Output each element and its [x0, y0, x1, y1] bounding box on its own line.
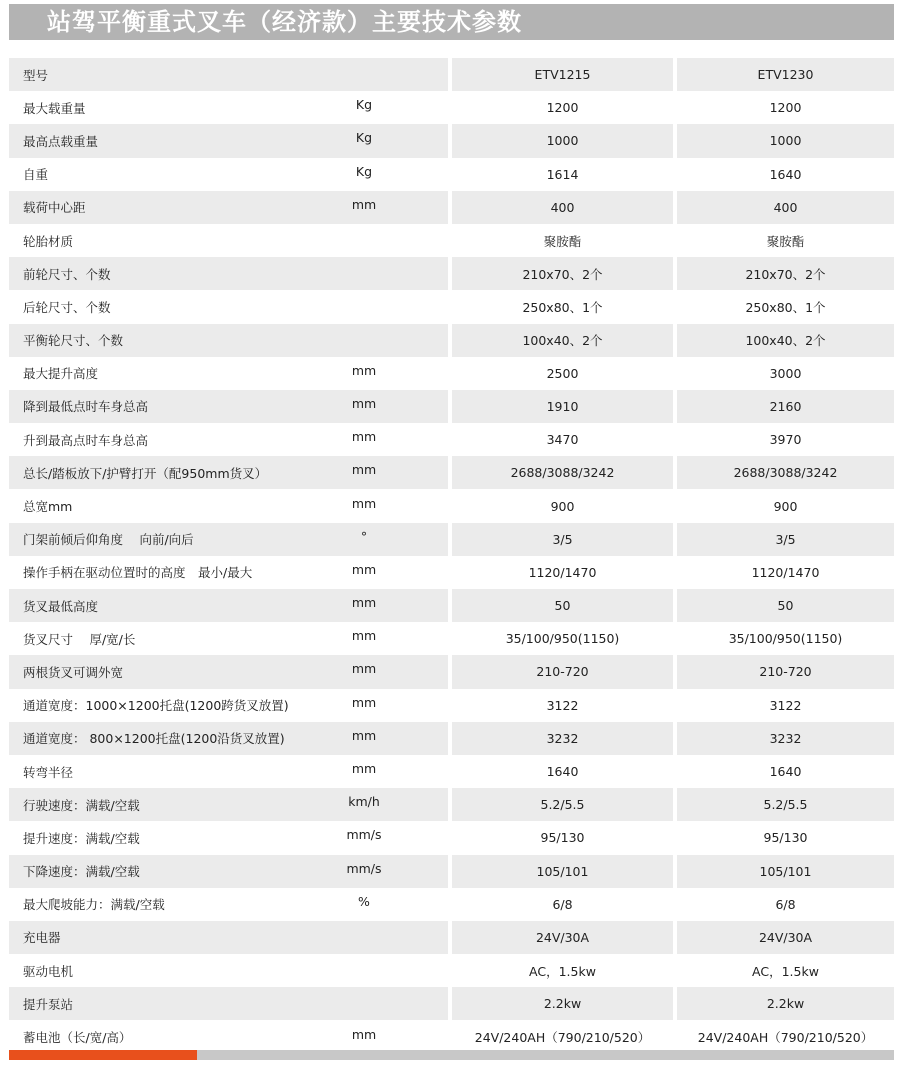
spec-value-etv1215: 聚胺酯	[543, 233, 582, 249]
table-row	[9, 158, 894, 191]
table-row	[9, 191, 894, 224]
spec-value-etv1215: 3/5	[552, 531, 573, 547]
column-divider	[448, 556, 452, 589]
spec-name: 蓄电池（长/宽/高）	[23, 1030, 132, 1046]
spec-name: 货叉尺寸 厚/宽/长	[23, 631, 136, 647]
title-bar	[9, 4, 894, 40]
footer-bar	[9, 1050, 894, 1060]
spec-unit: mm	[351, 429, 377, 445]
column-divider	[673, 821, 677, 854]
spec-value-etv1230: 210-720	[759, 664, 812, 680]
table-row	[9, 954, 894, 987]
spec-value-etv1230: ETV1230	[757, 67, 814, 83]
spec-value-etv1215: 210x70、2个	[522, 266, 603, 282]
spec-name: 行驶速度：满载/空载	[23, 797, 140, 813]
column-divider	[448, 489, 452, 522]
column-divider	[448, 58, 452, 91]
spec-value-etv1230: 1640	[769, 764, 802, 780]
spec-value-etv1230: 1120/1470	[751, 564, 820, 580]
spec-value-etv1230: 5.2/5.5	[763, 797, 808, 813]
table-row	[9, 290, 894, 323]
column-divider	[673, 921, 677, 954]
table-row	[9, 855, 894, 888]
spec-unit: mm	[351, 362, 377, 378]
spec-value-etv1230: 210x70、2个	[745, 266, 826, 282]
spec-value-etv1230: 100x40、2个	[745, 333, 826, 349]
spec-value-etv1215: 400	[550, 199, 575, 215]
spec-value-etv1230: 3232	[769, 730, 802, 746]
spec-name: 平衡轮尺寸、个数	[23, 333, 124, 349]
spec-value-etv1215: 5.2/5.5	[540, 797, 585, 813]
spec-value-etv1230: 3/5	[775, 531, 796, 547]
spec-unit: mm	[351, 462, 377, 478]
table-row	[9, 556, 894, 589]
column-divider	[448, 158, 452, 191]
column-divider	[673, 257, 677, 290]
spec-unit: Kg	[355, 97, 373, 113]
spec-unit: mm	[351, 196, 377, 212]
spec-unit: mm	[351, 495, 377, 511]
spec-unit: Kg	[355, 130, 373, 146]
spec-value-etv1215: 2500	[546, 365, 579, 381]
column-divider	[448, 224, 452, 257]
table-row	[9, 589, 894, 622]
spec-unit	[314, 951, 414, 984]
spec-value-etv1215: ETV1215	[534, 67, 591, 83]
column-divider	[673, 58, 677, 91]
spec-value-etv1215: 210-720	[536, 664, 589, 680]
table-row	[9, 58, 894, 91]
column-divider	[448, 191, 452, 224]
column-divider	[448, 324, 452, 357]
spec-value-etv1215: 105/101	[536, 863, 589, 879]
spec-value-etv1215: 1910	[546, 398, 579, 414]
spec-value-etv1215: 35/100/950(1150)	[505, 631, 620, 647]
table-row	[9, 1020, 894, 1053]
spec-value-etv1215: 250x80、1个	[522, 299, 603, 315]
column-divider	[673, 722, 677, 755]
table-row	[9, 821, 894, 854]
spec-unit	[314, 984, 414, 1017]
column-divider	[448, 689, 452, 722]
column-divider	[448, 456, 452, 489]
spec-value-etv1230: 250x80、1个	[745, 299, 826, 315]
spec-value-etv1230: 3970	[769, 432, 802, 448]
spec-value-etv1230: 6/8	[775, 896, 796, 912]
spec-unit	[314, 55, 414, 88]
column-divider	[673, 954, 677, 987]
spec-value-etv1215: 900	[550, 498, 575, 514]
spec-value-etv1230: 1640	[769, 166, 802, 182]
column-divider	[673, 224, 677, 257]
column-divider	[673, 290, 677, 323]
spec-name: 提升泵站	[23, 996, 74, 1012]
column-divider	[673, 390, 677, 423]
table-row	[9, 921, 894, 954]
column-divider	[673, 689, 677, 722]
spec-unit	[314, 287, 414, 320]
column-divider	[448, 855, 452, 888]
column-divider	[448, 821, 452, 854]
table-row	[9, 689, 894, 722]
column-divider	[448, 290, 452, 323]
column-divider	[673, 589, 677, 622]
table-row	[9, 124, 894, 157]
spec-value-etv1230: 1000	[769, 133, 802, 149]
spec-value-etv1215: 1120/1470	[528, 564, 597, 580]
spec-value-etv1230: AC，1.5kw	[752, 963, 819, 979]
spec-value-etv1215: 3232	[546, 730, 579, 746]
table-row	[9, 423, 894, 456]
spec-value-etv1215: 3122	[546, 697, 579, 713]
column-divider	[673, 456, 677, 489]
spec-name: 最高点载重量	[23, 133, 99, 149]
table-row	[9, 224, 894, 257]
column-divider	[673, 91, 677, 124]
spec-value-etv1230: 900	[773, 498, 798, 514]
spec-name: 通道宽度：1000×1200托盘(1200跨货叉放置)	[23, 698, 289, 714]
column-divider	[448, 124, 452, 157]
spec-unit: Kg	[355, 163, 373, 179]
spec-unit: mm	[351, 661, 377, 677]
table-row	[9, 722, 894, 755]
column-divider	[673, 523, 677, 556]
spec-value-etv1215: 2688/3088/3242	[510, 465, 615, 481]
spec-name: 充电器	[23, 930, 61, 946]
spec-name: 驱动电机	[23, 963, 74, 979]
spec-unit: mm	[351, 727, 377, 743]
spec-value-etv1215: 6/8	[552, 896, 573, 912]
spec-value-etv1230: 50	[777, 598, 794, 614]
spec-name: 自重	[23, 167, 49, 183]
spec-value-etv1215: 50	[554, 598, 571, 614]
spec-unit: mm	[351, 761, 377, 777]
spec-name: 型号	[23, 67, 49, 83]
spec-value-etv1215: 1640	[546, 764, 579, 780]
column-divider	[673, 1020, 677, 1053]
table-row	[9, 456, 894, 489]
column-divider	[673, 191, 677, 224]
spec-unit	[314, 918, 414, 951]
spec-unit: mm	[351, 628, 377, 644]
spec-name: 载荷中心距	[23, 200, 86, 216]
spec-value-etv1215: 24V/30A	[535, 929, 590, 945]
spec-name: 最大载重量	[23, 100, 86, 116]
spec-name: 轮胎材质	[23, 233, 74, 249]
column-divider	[448, 257, 452, 290]
spec-value-etv1230: 24V/30A	[758, 929, 813, 945]
spec-value-etv1230: 35/100/950(1150)	[728, 631, 843, 647]
column-divider	[673, 788, 677, 821]
column-divider	[448, 423, 452, 456]
spec-value-etv1215: 24V/240AH（790/210/520）	[474, 1030, 651, 1046]
column-divider	[673, 124, 677, 157]
column-divider	[448, 888, 452, 921]
column-divider	[673, 855, 677, 888]
spec-value-etv1230: 2688/3088/3242	[733, 465, 838, 481]
spec-name: 总宽mm	[23, 499, 73, 515]
spec-value-etv1230: 24V/240AH（790/210/520）	[697, 1030, 874, 1046]
column-divider	[673, 888, 677, 921]
spec-value-etv1215: 1000	[546, 133, 579, 149]
spec-unit: mm	[351, 1026, 377, 1042]
column-divider	[448, 722, 452, 755]
column-divider	[673, 655, 677, 688]
spec-name: 货叉最低高度	[23, 598, 99, 614]
table-row	[9, 257, 894, 290]
table-row	[9, 788, 894, 821]
page-title: 站驾平衡重式叉车（经济款）主要技术参数	[47, 8, 522, 36]
spec-unit: mm/s	[346, 860, 382, 876]
spec-name: 提升速度：满载/空载	[23, 830, 140, 846]
column-divider	[448, 954, 452, 987]
spec-value-etv1230: 3122	[769, 697, 802, 713]
spec-value-etv1215: 1200	[546, 100, 579, 116]
spec-name: 前轮尺寸、个数	[23, 266, 111, 282]
spec-unit: km/h	[348, 794, 380, 810]
column-divider	[673, 622, 677, 655]
spec-value-etv1215: 1614	[546, 166, 579, 182]
spec-name: 通道宽度： 800×1200托盘(1200沿货叉放置)	[23, 731, 285, 747]
column-divider	[448, 622, 452, 655]
column-divider	[448, 357, 452, 390]
spec-value-etv1215: 2.2kw	[543, 996, 582, 1012]
spec-name: 最大爬坡能力：满载/空载	[23, 897, 165, 913]
spec-name: 下降速度：满载/空载	[23, 864, 140, 880]
spec-name: 升到最高点时车身总高	[23, 432, 149, 448]
spec-value-etv1215: 95/130	[540, 830, 585, 846]
spec-value-etv1230: 3000	[769, 365, 802, 381]
table-row	[9, 523, 894, 556]
table-row	[9, 324, 894, 357]
column-divider	[448, 921, 452, 954]
spec-unit	[314, 254, 414, 287]
spec-name: 总长/踏板放下/护臂打开（配950mm货叉）	[23, 465, 268, 481]
column-divider	[673, 357, 677, 390]
spec-name: 最大提升高度	[23, 366, 99, 382]
column-divider	[673, 423, 677, 456]
table-row	[9, 390, 894, 423]
column-divider	[673, 324, 677, 357]
column-divider	[448, 655, 452, 688]
footer-accent	[9, 1050, 197, 1060]
column-divider	[448, 987, 452, 1020]
table-row	[9, 489, 894, 522]
spec-name: 降到最低点时车身总高	[23, 399, 149, 415]
spec-name: 操作手柄在驱动位置时的高度 最小/最大	[23, 565, 253, 581]
spec-unit: mm	[351, 395, 377, 411]
table-row	[9, 655, 894, 688]
spec-value-etv1215: 3470	[546, 432, 579, 448]
table-row	[9, 888, 894, 921]
spec-table	[9, 58, 894, 1054]
table-row	[9, 755, 894, 788]
column-divider	[673, 556, 677, 589]
spec-unit: mm	[351, 595, 377, 611]
column-divider	[448, 1020, 452, 1053]
spec-value-etv1230: 105/101	[759, 863, 812, 879]
spec-unit: mm/s	[346, 827, 382, 843]
column-divider	[673, 987, 677, 1020]
column-divider	[673, 158, 677, 191]
column-divider	[673, 755, 677, 788]
column-divider	[448, 390, 452, 423]
spec-name: 两根货叉可调外宽	[23, 664, 124, 680]
spec-unit: %	[358, 893, 370, 909]
column-divider	[448, 91, 452, 124]
spec-unit	[314, 321, 414, 354]
column-divider	[673, 489, 677, 522]
spec-name: 转弯半径	[23, 764, 74, 780]
spec-value-etv1215: AC，1.5kw	[529, 963, 596, 979]
spec-unit: mm	[351, 694, 377, 710]
spec-unit: mm	[351, 561, 377, 577]
spec-unit	[314, 221, 414, 254]
spec-value-etv1230: 聚胺酯	[766, 233, 805, 249]
column-divider	[448, 755, 452, 788]
spec-value-etv1230: 400	[773, 199, 798, 215]
column-divider	[448, 523, 452, 556]
spec-value-etv1230: 2160	[769, 398, 802, 414]
column-divider	[448, 589, 452, 622]
spec-value-etv1230: 95/130	[763, 830, 808, 846]
spec-value-etv1230: 2.2kw	[766, 996, 805, 1012]
table-row	[9, 91, 894, 124]
table-row	[9, 987, 894, 1020]
spec-name: 后轮尺寸、个数	[23, 299, 111, 315]
spec-value-etv1230: 1200	[769, 100, 802, 116]
spec-value-etv1215: 100x40、2个	[522, 333, 603, 349]
table-row	[9, 622, 894, 655]
spec-name: 门架前倾后仰角度 向前/向后	[23, 532, 194, 548]
table-row	[9, 357, 894, 390]
spec-unit: °	[360, 528, 368, 544]
column-divider	[448, 788, 452, 821]
